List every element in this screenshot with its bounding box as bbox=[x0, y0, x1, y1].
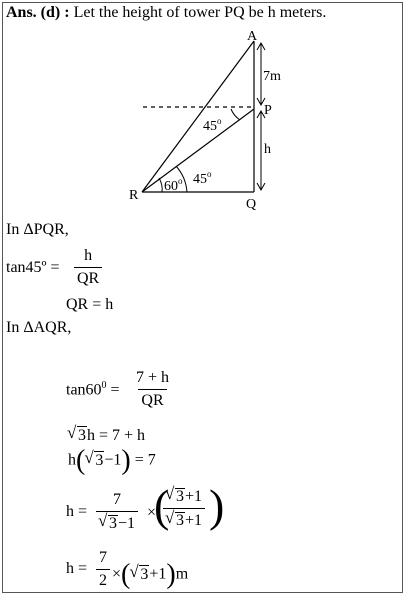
label-h: h bbox=[264, 142, 271, 157]
answer-intro: Let the height of tower PQ be h meters. bbox=[73, 4, 327, 21]
rationalize-fraction-2: √ 3+1 √ 3+1 bbox=[163, 488, 205, 529]
h-factored-equation: h(√ 3−1) = 7 bbox=[68, 447, 156, 475]
angle-arc-45-top bbox=[231, 109, 240, 120]
h-eq-final-label: h = bbox=[66, 560, 88, 577]
tan60-fraction bbox=[133, 370, 172, 409]
angle-45-bottom: 45$^o$ bbox=[193, 169, 212, 187]
in-aqr: In ΔAQR, bbox=[6, 319, 72, 336]
tan60-lhs: $\tan 60^0$ = bbox=[66, 380, 120, 399]
angle-60: 60$^o$ bbox=[164, 176, 183, 194]
rationalize-fraction-1: 7 √ 3−1 bbox=[96, 492, 138, 532]
line-RA bbox=[142, 41, 254, 192]
paren-open: ( bbox=[154, 480, 170, 531]
seven-halves-fraction: $\frac{7}{2}$ bbox=[96, 550, 110, 589]
angle-arc-60 bbox=[159, 178, 162, 192]
tan60-numerator: 7 + h bbox=[136, 369, 170, 386]
paren-close: ) bbox=[209, 480, 225, 531]
label-7m: 7m bbox=[263, 69, 281, 84]
tan45-numerator: h bbox=[84, 247, 93, 264]
tower-diagram bbox=[0, 0, 407, 220]
label-R: R bbox=[129, 188, 139, 203]
times-sign: × bbox=[147, 504, 157, 521]
h-eq-label: h = bbox=[66, 503, 88, 520]
in-pqr: In ΔPQR, bbox=[6, 221, 69, 238]
label-P: P bbox=[264, 103, 272, 118]
final-expression: ×(√ 3+1)m bbox=[112, 561, 188, 589]
label-Q: Q bbox=[246, 197, 257, 212]
tan60-denominator: QR bbox=[138, 389, 166, 409]
label-A: A bbox=[247, 29, 258, 44]
tan45-denominator: QR bbox=[74, 267, 102, 287]
angle-45-top: 45$^o$ bbox=[203, 116, 222, 134]
sqrt3h-equation: √ 3h = 7 + h bbox=[68, 426, 145, 445]
tan45-lhs: tan45º = bbox=[6, 259, 60, 276]
qr-equals-h: QR = h bbox=[66, 296, 114, 313]
answer-label: Ans. (d) : bbox=[6, 4, 70, 21]
tan45-fraction bbox=[74, 248, 102, 287]
